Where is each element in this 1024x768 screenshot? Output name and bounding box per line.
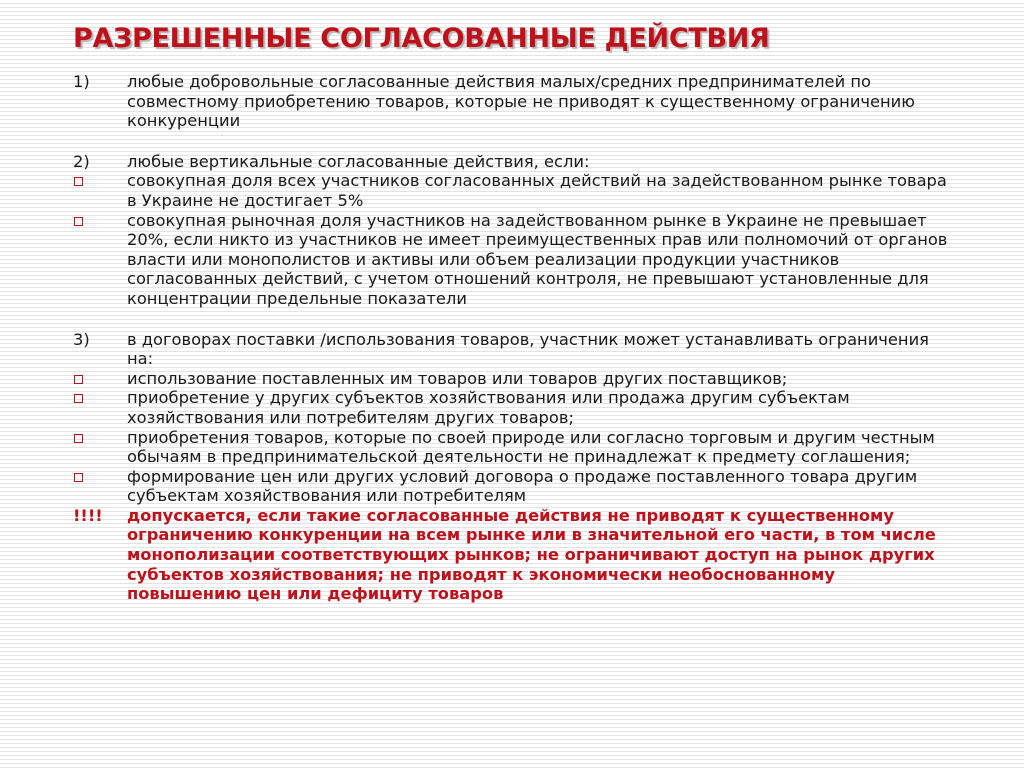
bullet-marker	[73, 428, 127, 448]
bullet-text: использование поставленных им товаров или товаров других поставщиков;	[127, 368, 788, 388]
hollow-square-bullet-icon	[74, 375, 83, 384]
bullet-text: совокупная доля всех участников согласованных действий на задействованном рынке товара в Украине не достигает 5%	[127, 171, 947, 210]
bullet-item	[73, 211, 953, 309]
hollow-square-bullet-icon	[74, 217, 83, 226]
bullet-marker	[73, 211, 127, 231]
bullet-item	[73, 369, 953, 389]
bullet-item	[73, 388, 953, 427]
bullet-item	[73, 467, 953, 506]
item-text: любые вертикальные согласованные действия, если:	[127, 151, 590, 171]
bullet-text: приобретения товаров, которые по своей природе или согласно торговым и другим честным обычаям в предпринимательской деятельности не принадлежат к предмету соглашения;	[127, 427, 935, 467]
item-number: 3)	[73, 329, 90, 349]
slide-body	[73, 72, 953, 604]
item-number: 1)	[73, 72, 90, 91]
bullet-item	[73, 171, 953, 210]
warning-marker: !!!!	[73, 505, 103, 525]
bullet-marker	[73, 369, 127, 389]
bullet-marker	[73, 467, 127, 487]
item-text: любые добровольные согласованные действия малых/средних предпринимателей по совместному приобретению товаров, которые не приводят к существенному ограничению конкуренции	[127, 72, 915, 131]
numbered-item-2	[73, 152, 953, 172]
bullet-text: приобретение у других субъектов хозяйствования или продажа другим субъектам хозяйствования или потребителям других товаров;	[127, 388, 850, 427]
slide-title: РАЗРЕШЕННЫЕ СОГЛАСОВАННЫЕ ДЕЙСТВИЯ	[73, 23, 770, 54]
bullet-text: формирование цен или других условий договора о продаже поставленного товара другим субъектам хозяйствования или потребителям	[127, 466, 918, 506]
bullet-item	[73, 428, 953, 467]
hollow-square-bullet-icon	[74, 473, 83, 482]
numbered-item-3	[73, 330, 953, 369]
spacer	[73, 131, 953, 152]
hollow-square-bullet-icon	[74, 434, 83, 443]
hollow-square-bullet-icon	[74, 394, 83, 403]
bullet-marker	[73, 388, 127, 408]
item-text: в договорах поставки /использования товаров, участник может устанавливать ограничения на:	[127, 329, 929, 369]
warning-note	[73, 506, 953, 604]
spacer	[73, 309, 953, 330]
bullet-text: совокупная рыночная доля участников на задействованном рынке в Украине не превышает 20%, если никто из участников не имеет преимущественных прав или полномочий от органов власти или монополистов и активы или объем реализации продукции участников согласованных действий, с учетом отношений контроля, не превышают установленные для концентрации предельные показатели	[127, 210, 948, 308]
bullet-marker	[73, 171, 127, 191]
numbered-item-1	[73, 72, 953, 131]
hollow-square-bullet-icon	[74, 177, 83, 186]
warning-text: допускается, если такие согласованные действия не приводят к существенному ограничению конкуренции на всем рынке или в значительной его части, в том числе монополизации соответствующих рынков; не ограничивают доступ на рынок других субъектов хозяйствования; не приводят к экономически необоснованному повышению цен или дефициту товаров	[127, 505, 936, 604]
item-number: 2)	[73, 151, 90, 171]
